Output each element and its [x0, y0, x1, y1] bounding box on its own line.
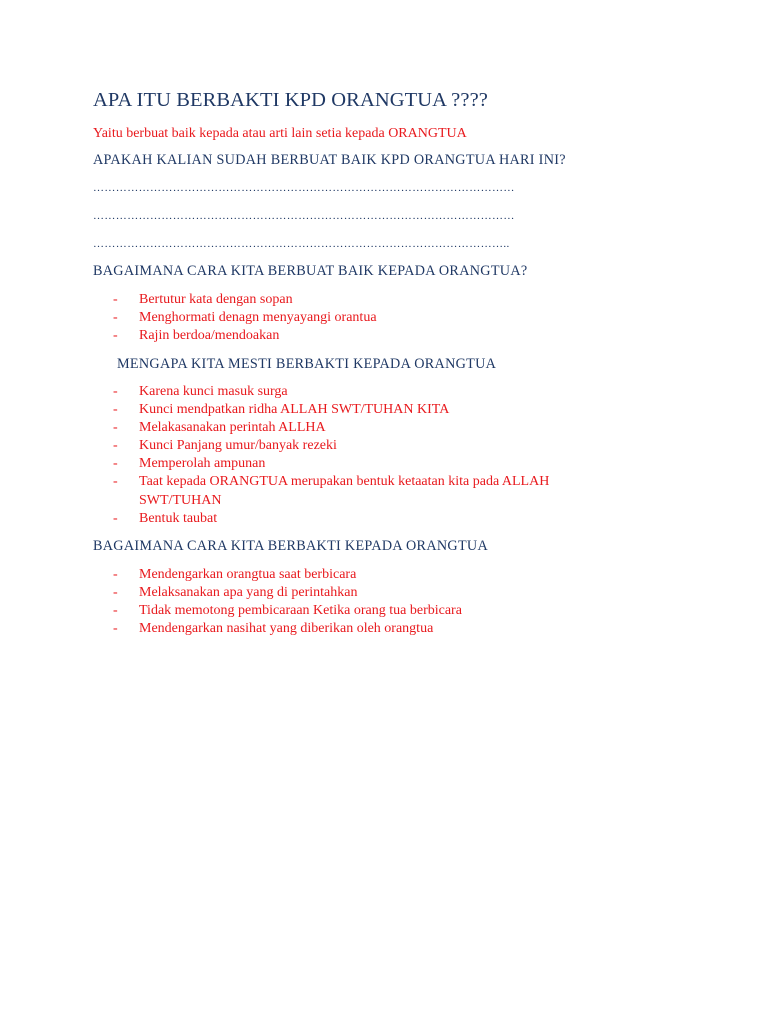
bullet-dash: - [113, 603, 118, 619]
list-item: - Kunci Panjang umur/banyak rezeki [113, 437, 609, 455]
answer-line-1: ………………………………………………………………………………………………… [93, 182, 515, 194]
list-item: - Memperolah ampunan [113, 455, 609, 473]
list-item: - Bertutur kata dengan sopan [113, 291, 609, 309]
answer-line-2: ………………………………………………………………………………………………… [93, 210, 515, 222]
list-item: - Tidak memotong pembicaraan Ketika orang tua berbicara [113, 602, 609, 620]
answer-line-3: ……………………………………………………………………………………………….. [93, 238, 510, 250]
bullet-dash: - [113, 474, 118, 490]
list-item: - Melakasanakan perintah ALLHA [113, 419, 609, 437]
list-item: - Bentuk taubat [113, 510, 609, 528]
bullet-dash: - [113, 420, 118, 436]
bullet-dash: - [113, 585, 118, 601]
list-item: - Taat kepada ORANGTUA merupakan bentuk ketaatan kita pada ALLAH SWT/TUHAN [113, 474, 550, 508]
list-item: - Karena kunci masuk surga [113, 383, 609, 401]
section-heading-how-devoted: BAGAIMANA CARA KITA BERBAKTI KEPADA ORANGTUA [93, 538, 489, 554]
list-item: - Menghormati denagn menyayangi orantua [113, 309, 609, 327]
section-heading-why-devoted: MENGAPA KITA MESTI BERBAKTI KEPADA ORANGTUA [117, 356, 497, 372]
list-item: - Mendengarkan nasihat yang diberikan oleh orangtua [113, 620, 609, 638]
question-heading: APAKAH KALIAN SUDAH BERBUAT BAIK KPD ORANGTUA HARI INI? [93, 152, 566, 168]
bullet-dash: - [113, 310, 118, 326]
bullet-dash: - [113, 384, 118, 399]
section-heading-how-do-good: BAGAIMANA CARA KITA BERBUAT BAIK KEPADA ORANGTUA? [93, 263, 528, 279]
list-item: - Melaksanakan apa yang di perintahkan [113, 584, 609, 602]
list-item: - Mendengarkan orangtua saat berbicara [113, 566, 609, 584]
bullet-dash: - [113, 402, 118, 418]
list-how-devoted [113, 566, 609, 638]
bullet-dash: - [113, 438, 118, 454]
page-title: APA ITU BERBAKTI KPD ORANGTUA ???? [93, 89, 488, 111]
definition-text: Yaitu berbuat baik kepada atau arti lain setia kepada ORANGTUA [93, 126, 467, 141]
bullet-dash: - [113, 292, 118, 307]
bullet-dash: - [113, 328, 118, 344]
bullet-dash: - [113, 621, 118, 637]
bullet-dash: - [113, 456, 118, 472]
list-why-devoted [113, 383, 609, 528]
list-item: - Rajin berdoa/mendoakan [113, 327, 609, 345]
bullet-dash: - [113, 567, 118, 582]
bullet-dash: - [113, 510, 118, 526]
list-item: - Kunci mendpatkan ridha ALLAH SWT/TUHAN KITA [113, 401, 609, 419]
list-how-do-good [113, 291, 609, 345]
